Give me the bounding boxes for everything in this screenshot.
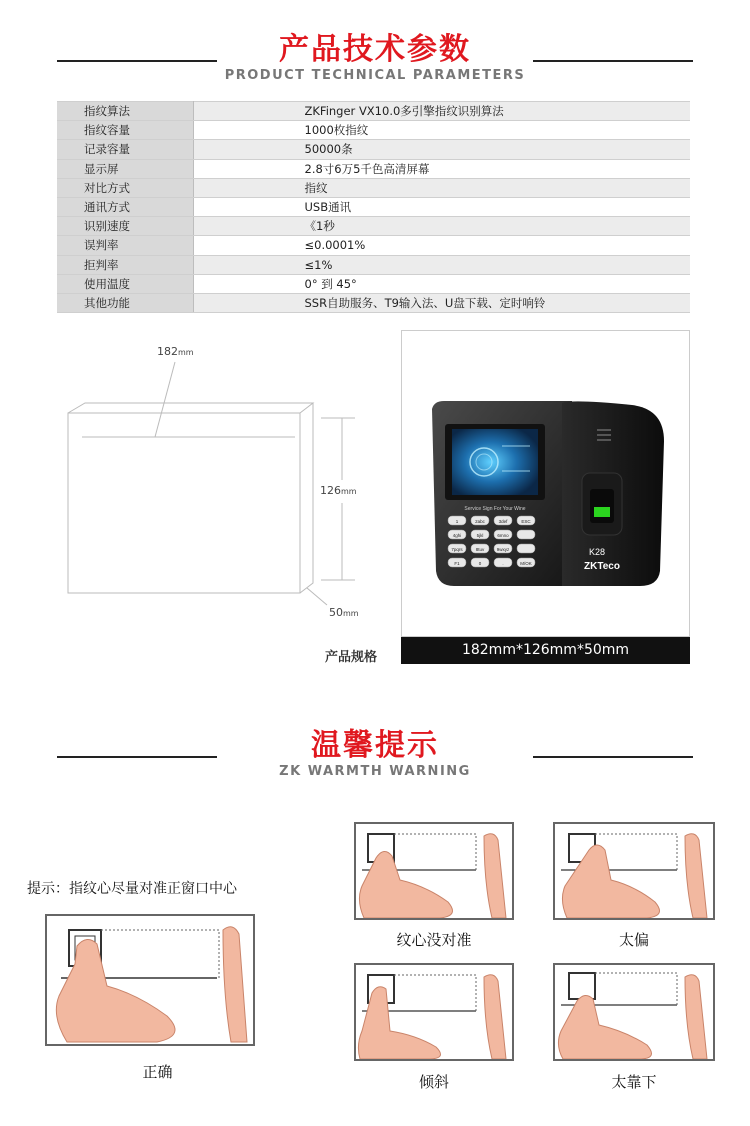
table-row <box>57 293 690 312</box>
section-heading-parameters <box>0 32 750 84</box>
param-key: 误判率 <box>57 236 193 255</box>
finger-illustration <box>555 965 713 1059</box>
keypad-key-label: 3def <box>498 519 508 524</box>
finger-illustration <box>356 824 512 918</box>
section-title-en: ZK WARMTH WARNING <box>279 764 471 779</box>
dimension-depth-value: 50 <box>329 606 343 619</box>
param-value: 50000条 <box>193 140 690 159</box>
param-key: 记录容量 <box>57 140 193 159</box>
keypad-key-label: 2abc <box>475 519 485 524</box>
param-value: 指纹 <box>193 178 690 197</box>
caption-correct: 正确 <box>142 1063 173 1081</box>
finger-placement-too-low <box>553 963 715 1061</box>
table-row <box>57 236 690 255</box>
param-value: 《1秒 <box>193 217 690 236</box>
dimension-width-unit: mm <box>178 348 194 357</box>
keypad-key-label: . <box>502 561 504 566</box>
caption-too-side: 太偏 <box>618 931 649 949</box>
keypad-key-label: 1 <box>455 519 459 524</box>
finger-illustration <box>356 965 512 1059</box>
param-key: 指纹容量 <box>57 121 193 140</box>
param-value: 0° 到 45° <box>193 274 690 293</box>
table-row <box>57 217 690 236</box>
param-key: 对比方式 <box>57 178 193 197</box>
table-row <box>57 255 690 274</box>
param-key: 显示屏 <box>57 159 193 178</box>
keypad-key-label: 8tuv <box>475 547 485 552</box>
keypad-key-label: 0 <box>478 561 482 566</box>
dimension-depth-label <box>329 606 359 619</box>
spec-value: 182mm*126mm*50mm <box>401 637 690 664</box>
finger-placement-tilted <box>354 963 514 1061</box>
parameter-table <box>57 101 690 313</box>
product-model: K28 <box>588 547 606 557</box>
table-row <box>57 121 690 140</box>
dimension-height-unit: mm <box>341 487 357 496</box>
finger-placement-correct <box>45 914 255 1046</box>
keypad-key-label: 6mno <box>497 533 509 538</box>
param-value: SSR自助服务、T9输入法、U盘下载、定时响铃 <box>193 293 690 312</box>
product-brand: ZKTeco <box>584 561 620 572</box>
finger-illustration <box>555 824 713 918</box>
dimension-height-label <box>320 484 357 497</box>
keypad-key-label: ESC <box>521 519 531 524</box>
fingerprint-terminal-image <box>402 331 689 636</box>
param-value: USB通讯 <box>193 197 690 216</box>
dimension-height-value: 126 <box>320 484 341 497</box>
keypad-key-label: 7pqrs <box>451 547 463 552</box>
param-value: ≤0.0001% <box>193 236 690 255</box>
dimension-width-label <box>157 345 194 358</box>
screen-caption: Service Sign For Your Wine <box>464 506 526 512</box>
table-row <box>57 178 690 197</box>
spec-label: 产品规格 <box>325 650 378 665</box>
caption-not-centered: 纹心没对准 <box>396 931 472 949</box>
param-value: 1000枚指纹 <box>193 121 690 140</box>
param-key: 拒判率 <box>57 255 193 274</box>
finger-illustration <box>47 916 253 1044</box>
table-row <box>57 197 690 216</box>
dimension-width-value: 182 <box>157 345 178 358</box>
param-key: 指纹算法 <box>57 102 193 121</box>
param-key: 识别速度 <box>57 217 193 236</box>
finger-placement-not-centered <box>354 822 514 920</box>
table-row <box>57 159 690 178</box>
param-value: 2.8寸6万5千色高清屏幕 <box>193 159 690 178</box>
finger-placement-too-side <box>553 822 715 920</box>
keypad-key-label: M/OK <box>520 561 532 566</box>
keypad-key-label: F1 <box>454 561 460 566</box>
param-key: 使用温度 <box>57 274 193 293</box>
param-value: ≤1% <box>193 255 690 274</box>
section-title-en: PRODUCT TECHNICAL PARAMETERS <box>224 68 526 83</box>
table-row <box>57 140 690 159</box>
product-photo-frame <box>401 330 690 637</box>
section-title-cn: 产品技术参数 <box>279 32 471 67</box>
table-row <box>57 274 690 293</box>
keypad-key-label: 9wxyz <box>496 547 510 552</box>
keypad-key-label: 4ghi <box>452 533 462 538</box>
caption-tilted: 倾斜 <box>418 1073 449 1091</box>
param-value: ZKFinger VX10.0多引擎指纹识别算法 <box>193 102 690 121</box>
section-heading-warning <box>0 728 750 780</box>
param-key: 通讯方式 <box>57 197 193 216</box>
keypad-key-label: 5jkl <box>476 533 484 538</box>
caption-too-low: 太靠下 <box>611 1073 657 1091</box>
param-key: 其他功能 <box>57 293 193 312</box>
table-row <box>57 102 690 121</box>
section-title-cn: 温馨提示 <box>311 728 439 763</box>
tip-text: 提示：指纹心尽量对准正窗口中心 <box>27 881 237 897</box>
dimension-depth-unit: mm <box>343 609 359 618</box>
